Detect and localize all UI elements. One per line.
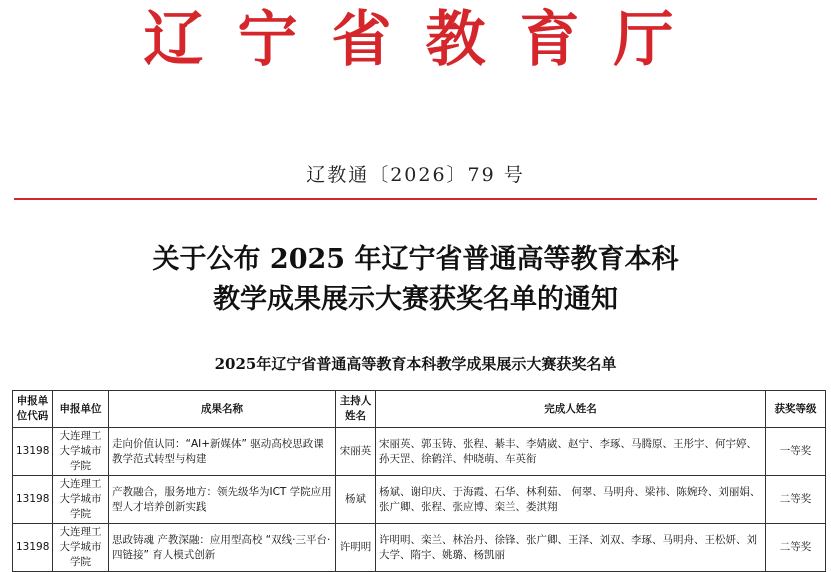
- col-header-award-level: 获奖等级: [766, 391, 826, 428]
- cell-achievement: 产教融合，服务地方：领先级华为ICT 学院应用型人才培养创新实践: [109, 476, 336, 524]
- cell-achievement: 思政铸魂 产教深融：应用型高校 “双线·三平台·四链接” 育人模式创新: [109, 524, 336, 572]
- cell-code: 13198: [13, 524, 53, 572]
- col-header-code: 申报单位代码: [13, 391, 53, 428]
- cell-achievement: 走向价值认同：“AI+新媒体” 驱动高校思政课教学范式转型与构建: [109, 428, 336, 476]
- table-row: [13, 428, 826, 476]
- cell-unit: 大连理工大学城市学院: [53, 476, 109, 524]
- cell-members: 许明明、栾兰、林治丹、徐锋、张广卿、王泽、刘双、李琢、马明舟、王松妍、刘大学、隋宇、姚璐、杨凯丽: [376, 524, 766, 572]
- notice-title-line-2: 教学成果展示大赛获奖名单的通知: [213, 284, 618, 315]
- cell-unit: 大连理工大学城市学院: [53, 524, 109, 572]
- cell-code: 13198: [13, 476, 53, 524]
- notice-title-line-1: 关于公布 2025 年辽宁省普通高等教育本科: [152, 244, 679, 275]
- cell-award-level: 一等奖: [766, 428, 826, 476]
- col-header-achievement: 成果名称: [109, 391, 336, 428]
- table-caption: 2025年辽宁省普通高等教育本科教学成果展示大赛获奖名单: [214, 355, 617, 373]
- cell-host: 许明明: [336, 524, 376, 572]
- cell-unit: 大连理工大学城市学院: [53, 428, 109, 476]
- cell-award-level: 二等奖: [766, 524, 826, 572]
- cell-award-level: 二等奖: [766, 476, 826, 524]
- cell-members: 杨斌、谢印庆、于海霞、石华、林利茹、 何翠、马明舟、梁祎、陈婉玲、刘丽娟、张广卿、张程、张应博、栾兰、娄淇翔: [376, 476, 766, 524]
- red-divider-line: [14, 198, 817, 200]
- col-header-unit: 申报单位: [53, 391, 109, 428]
- table-row: [13, 476, 826, 524]
- notice-title: [0, 240, 831, 320]
- table-row: [13, 524, 826, 572]
- cell-members: 宋丽英、郭玉铸、张程、綦丰、李婧崴、赵宁、李琢、马腾原、王彤宇、何宇婷、孙天罡、徐鹤洋、仲晓萌、车英衔: [376, 428, 766, 476]
- agency-masthead: 辽宁省教育厅: [143, 5, 708, 75]
- document-number: 辽教通〔2026〕79 号: [306, 164, 525, 186]
- award-list-table: [12, 390, 826, 572]
- col-header-members: 完成人姓名: [376, 391, 766, 428]
- cell-host: 宋丽英: [336, 428, 376, 476]
- cell-code: 13198: [13, 428, 53, 476]
- col-header-host: 主持人姓名: [336, 391, 376, 428]
- table-header-row: [13, 391, 826, 428]
- cell-host: 杨斌: [336, 476, 376, 524]
